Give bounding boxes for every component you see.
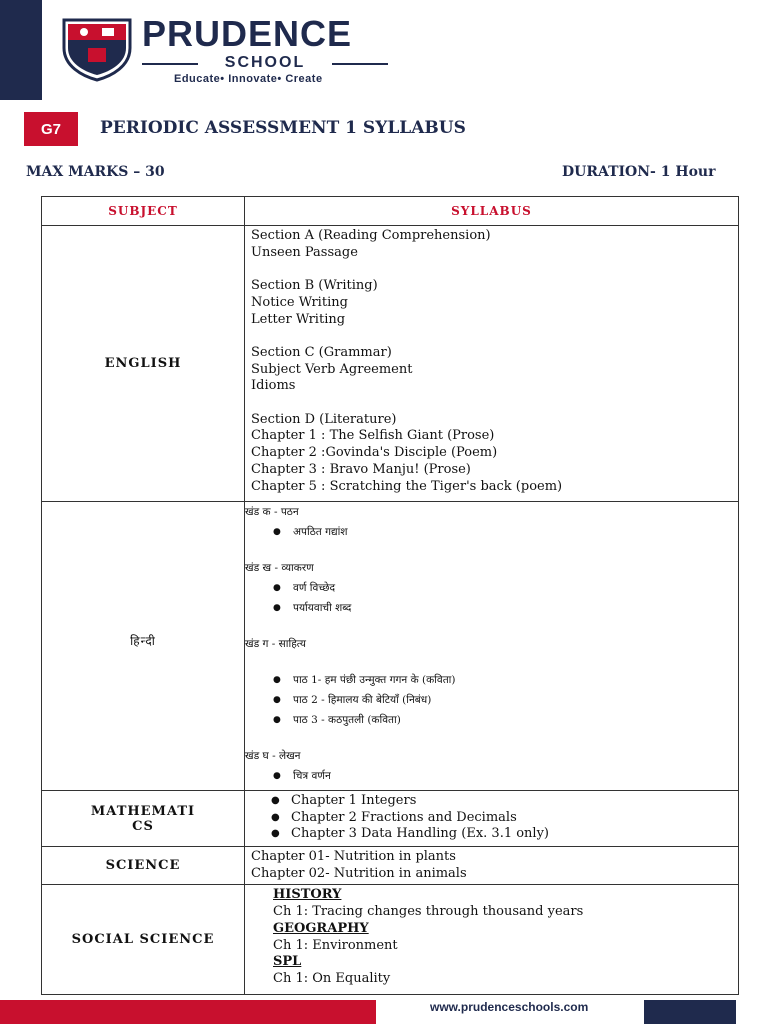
subject-english: ENGLISH [42, 226, 245, 502]
shield-icon [60, 18, 134, 82]
footer-navy-bar [644, 1000, 736, 1024]
syllabus-column-header: SYLLABUS [245, 197, 739, 226]
english-syllabus-line: Chapter 1 : The Selfish Giant (Prose) [251, 428, 495, 444]
page-title: PERIODIC ASSESSMENT 1 SYLLABUS [100, 118, 466, 138]
list-item: ● पाठ 2 - हिमालय की बेटियाँ (निबंध) [293, 690, 738, 710]
hindi-section-b-list [245, 578, 738, 618]
grade-badge: G7 [24, 112, 78, 146]
hindi-syllabus [245, 502, 738, 790]
spl-chapter: Ch 1: On Equality [273, 970, 391, 986]
list-item: ● Chapter 2 Fractions and Decimals [291, 810, 738, 827]
math-chapter-list [245, 793, 738, 843]
english-syllabus-line: Chapter 3 : Bravo Manju! (Prose) [251, 461, 471, 477]
english-syllabus-line: Subject Verb Agreement [251, 361, 413, 377]
science-line: Chapter 02- Nutrition in animals [251, 865, 467, 881]
spacer [251, 328, 732, 345]
list-item: ● पाठ 3 - कठपुतली (कविता) [293, 710, 738, 730]
syllabus-table [41, 196, 739, 995]
english-syllabus-line: Section D (Literature) [251, 411, 397, 427]
spl-heading: SPL [273, 954, 302, 970]
math-syllabus [245, 791, 738, 845]
table-row [42, 885, 739, 995]
english-syllabus-line: Notice Writing [251, 294, 348, 310]
list-item: ● Chapter 1 Integers [291, 793, 738, 810]
geography-heading: GEOGRAPHY [273, 920, 369, 936]
list-item: ● पाठ 1- हम पंछी उन्मुक्त गगन के (कविता) [293, 670, 738, 690]
english-syllabus-lines [245, 226, 738, 497]
subject-science: SCIENCE [42, 847, 245, 885]
hindi-section-d: खंड घ - लेखन [245, 750, 301, 762]
table-row [42, 502, 739, 791]
english-syllabus-line: Letter Writing [251, 311, 346, 327]
geography-chapter: Ch 1: Environment [273, 937, 398, 953]
header-corner-bar [0, 0, 42, 100]
english-syllabus-line: Chapter 2 :Govinda's Disciple (Poem) [251, 445, 498, 461]
english-syllabus-line: Section C (Grammar) [251, 344, 392, 360]
syllabus-mathematics [245, 791, 739, 847]
history-heading: HISTORY [273, 887, 342, 903]
hindi-section-a-list [245, 522, 738, 542]
math-subject-line-2: CS [132, 818, 154, 834]
english-syllabus-line: Idioms [251, 378, 296, 394]
social-science-syllabus [245, 885, 738, 989]
list-item: ● Chapter 3 Data Handling (Ex. 3.1 only) [291, 826, 738, 843]
english-syllabus-line: Section B (Writing) [251, 278, 378, 294]
school-subtitle: SCHOOL [224, 54, 306, 71]
syllabus-hindi [245, 502, 739, 791]
subject-social-science: SOCIAL SCIENCE [42, 885, 245, 995]
hindi-section-d-list [245, 766, 738, 786]
english-syllabus-line: Section A (Reading Comprehension) [251, 228, 491, 243]
english-syllabus-line: Chapter 5 : Scratching the Tiger's back (poem) [251, 478, 563, 494]
school-logo [60, 14, 400, 84]
footer-website-link[interactable]: www.prudenceschools.com [430, 1000, 589, 1014]
hindi-section-c: खंड ग - साहित्य [245, 638, 306, 650]
divider [332, 63, 388, 65]
syllabus-science [245, 847, 739, 885]
history-chapter: Ch 1: Tracing changes through thousand years [273, 904, 584, 920]
math-subject-line-1: MATHEMATI [90, 803, 196, 819]
footer-red-bar [0, 1000, 376, 1024]
school-subtitle-row [142, 54, 388, 72]
max-marks: MAX MARKS – 30 [26, 164, 165, 180]
subject-column-header: SUBJECT [42, 197, 245, 226]
list-item: ● वर्ण विच्छेद [293, 578, 738, 598]
list-item: ● पर्यायवाची शब्द [293, 598, 738, 618]
science-line: Chapter 01- Nutrition in plants [251, 849, 456, 864]
table-row [42, 847, 739, 885]
table-row [42, 791, 739, 847]
duration: DURATION- 1 Hour [562, 164, 716, 180]
school-tagline: Educate• Innovate• Create [174, 73, 323, 85]
list-item: ● अपठित गद्यांश [293, 522, 738, 542]
list-item: ● चित्र वर्णन [293, 766, 738, 786]
syllabus-social-science [245, 885, 739, 995]
school-name: PRUDENCE [142, 13, 353, 54]
hindi-section-a: खंड क - पठन [245, 506, 299, 518]
spacer [251, 395, 732, 412]
spacer [251, 261, 732, 278]
syllabus-english [245, 226, 739, 502]
subject-hindi: हिन्दी [42, 502, 245, 791]
english-syllabus-line: Unseen Passage [251, 244, 358, 260]
table-header-row [42, 197, 739, 226]
hindi-section-c-list [245, 670, 738, 730]
table-row [42, 226, 739, 502]
science-syllabus [245, 847, 738, 884]
subject-mathematics [42, 791, 245, 847]
hindi-section-b: खंड ख - व्याकरण [245, 562, 314, 574]
